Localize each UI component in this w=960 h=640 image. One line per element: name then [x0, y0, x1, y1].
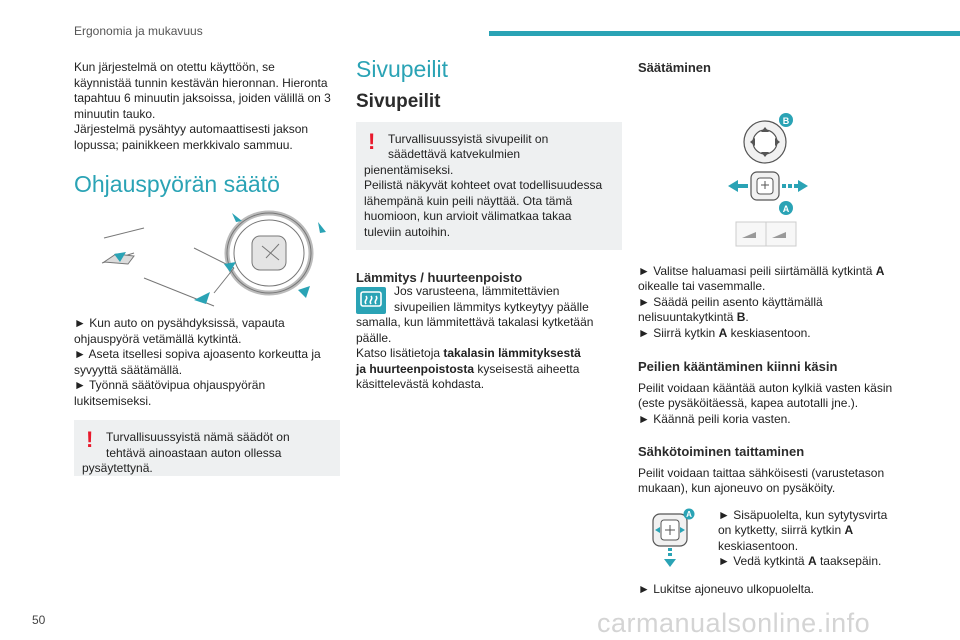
adjust-step: oikealle tai vasemmalle. [638, 279, 766, 293]
intro-line: käynnistää tunnin kestävän hieronnan. Hieronta [74, 75, 328, 90]
steering-step: syvyyttä säätämällä. [74, 362, 183, 377]
electric-step: keskiasentoon. [718, 538, 799, 553]
intro-line: tapahtuu 6 minuutin jaksoissa, joiden välillä on 3 [74, 91, 331, 105]
heating-heading: Lämmitys / huurteenpoisto [356, 270, 523, 285]
folding-line: Peilit voidaan kääntää auton kylkiä vasten käsin [638, 380, 893, 395]
label-a: A [782, 203, 790, 214]
label-a: A [686, 509, 692, 519]
lock-step: ► Lukitse ajoneuvo ulkopuolelta. [638, 581, 814, 596]
heating-line: sivupeilien lämmitys kytkeytyy päälle [394, 299, 589, 314]
ref-text: Katso lisätietoja [356, 346, 444, 360]
warning-icon: ! [368, 128, 376, 154]
heating-line: päälle. [356, 330, 392, 345]
warning-line: Turvallisuussyistä nämä säädöt on [106, 430, 290, 444]
mirrors-subheading: Sivupeilit [356, 91, 441, 112]
electric-line: Peilit voidaan taittaa sähköisesti (varustetason [638, 465, 885, 480]
adjust-step: nelisuuntakytkintä B. [638, 310, 749, 324]
ref-text: kyseisestä aiheetta [474, 361, 580, 376]
electric-steps-block [638, 508, 902, 570]
steering-warning [74, 420, 340, 476]
warning-line: säädettävä katvekulmien [388, 147, 521, 161]
label-b: B [782, 115, 790, 126]
adjust-heading: Säätäminen [638, 60, 711, 75]
header-accent-bar [489, 31, 960, 36]
column-1 [74, 60, 340, 476]
adjust-step: ► Siirrä kytkin A keskiasentoon. [638, 325, 811, 340]
fold-switch-icon [650, 508, 700, 570]
ref-text: käsittelevästä kohdasta. [356, 377, 485, 391]
warning-line: lähempänä kuin peili näyttää. Ota tämä [364, 193, 573, 208]
warning-line: pysäytettynä. [82, 461, 153, 475]
heating-continued [356, 315, 622, 393]
warning-line: tuleviin autoihin. [364, 224, 451, 239]
heating-line: Jos varusteena, lämmitettävien [394, 284, 560, 298]
heating-line: samalla, kun lämmitettävä takalasi kytketään [356, 315, 594, 329]
steering-wheel-diagram [74, 208, 340, 308]
warning-line: Peilistä näkyvät kohteet ovat todellisuudessa [364, 178, 603, 192]
mirrors-heading: Sivupeilit [356, 56, 449, 82]
warning-line: huomioon, kun arvioit välimatkaa takaa [364, 209, 572, 223]
warning-line: pienentämiseksi. [364, 162, 454, 177]
ref-bold: takalasin lämmityksestä [443, 346, 581, 360]
mirrors-warning [356, 122, 622, 251]
intro-line: minuutin tauko. [74, 106, 156, 121]
intro-line: lopussa; painikkeen merkkivalo sammuu. [74, 137, 293, 152]
heating-text [394, 284, 622, 315]
warning-icon: ! [86, 427, 94, 452]
electric-step: ► Sisäpuolelta, kun sytytysvirta [718, 507, 888, 522]
electric-step: on kytketty, siirrä kytkin A [718, 523, 854, 537]
adjust-step: ► Valitse haluamasi peili siirtämällä kytkintä A [638, 263, 885, 278]
electric-line: mukaan), kun ajoneuvo on pysäköity. [638, 481, 836, 495]
steering-step: ► Työnnä säätövipua ohjauspyörän [74, 378, 266, 392]
ref-bold: ja huurteenpoistosta [356, 361, 475, 376]
rear-defrost-icon [356, 287, 386, 314]
steering-step: ► Aseta itsellesi sopiva ajoasento korkeutta ja [74, 347, 321, 361]
column-3 [638, 60, 902, 597]
steering-step: ► Kun auto on pysähdyksissä, vapauta [74, 316, 285, 330]
steering-heading: Ohjauspyörän säätö [74, 171, 280, 197]
folding-line: (este pysäköitäessä, kapea autotalli jne.). [638, 396, 859, 410]
warning-line: tehtävä ainoastaan auton ollessa [106, 445, 282, 460]
column-2 [356, 55, 622, 286]
adjust-step: ► Säädä peilin asento käyttämällä [638, 294, 823, 309]
page-number: 50 [32, 613, 46, 627]
electric-step: ► Vedä kytkintä A taaksepäin. [718, 554, 882, 568]
running-header: Ergonomia ja mukavuus [74, 24, 203, 38]
watermark: carmanualsonline.info [597, 608, 871, 638]
folding-heading: Peilien kääntäminen kiinni käsin [638, 359, 838, 374]
warning-line: Turvallisuussyistä sivupeilit on [388, 131, 549, 146]
intro-line: Järjestelmä pysähtyy automaattisesti jakson [74, 122, 309, 136]
electric-heading: Sähkötoiminen taittaminen [638, 444, 805, 459]
intro-line: Kun järjestelmä on otettu käyttöön, se [74, 60, 275, 74]
steering-step: lukitsemiseksi. [74, 393, 152, 408]
folding-line: ► Käännä peili koria vasten. [638, 411, 791, 426]
mirror-control-diagram [638, 102, 902, 248]
steering-step: ohjauspyörä vetämällä kytkintä. [74, 331, 242, 346]
